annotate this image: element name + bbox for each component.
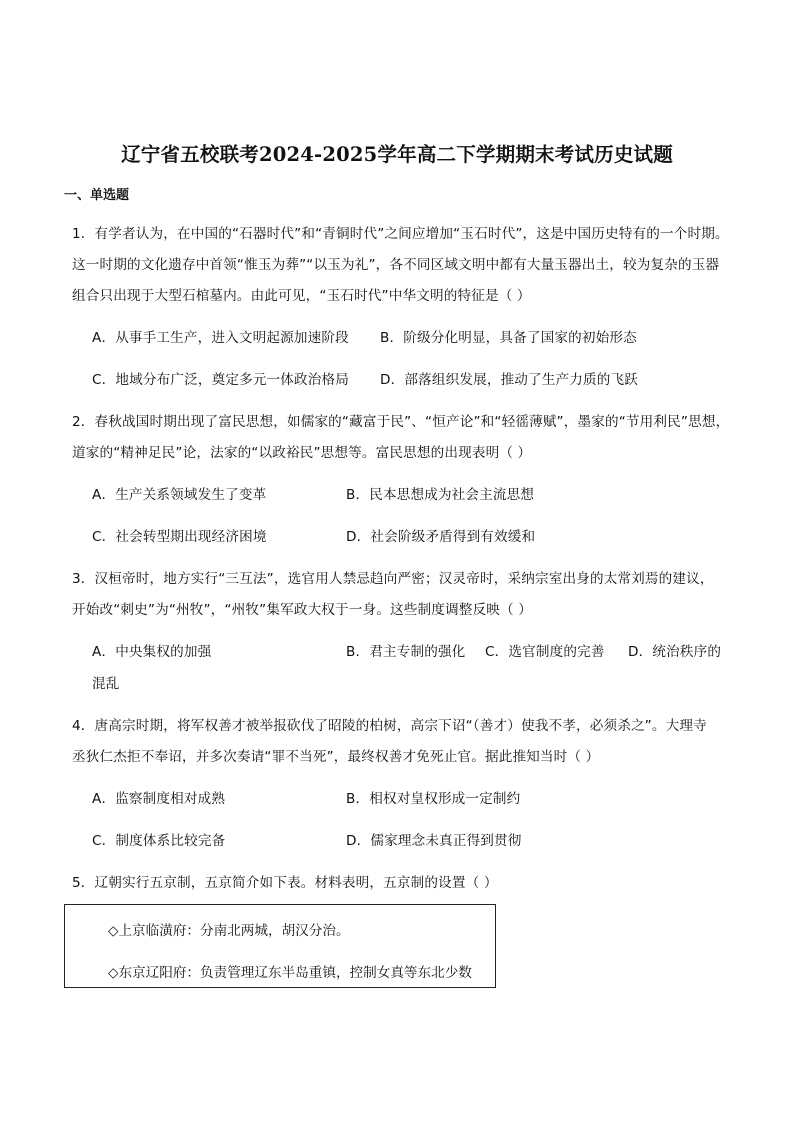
question-1-line-3: 组合只出现于大型石棺墓内。由此可见，“玉石时代”中华文明的特征是（ ） xyxy=(72,288,531,304)
table-row: ◇东京辽阳府：负责管理辽东半岛重镇，控制女真等东北少数 xyxy=(108,965,472,981)
question-2-line-2: 道家的“精神足民”论，法家的“以政裕民”思想等。富民思想的出现表明（ ） xyxy=(72,445,532,461)
capitals-table xyxy=(64,904,496,988)
question-2-line-1: 2．春秋战国时期出现了富民思想，如儒家的“藏富于民”、“恒产论”和“轻徭薄赋”，墨家的“节用利民”思想， xyxy=(72,414,730,430)
table-row: ◇上京临潢府：分南北两城，胡汉分治。 xyxy=(108,923,350,939)
question-1-option-a: A．从事手工生产，进入文明起源加速阶段 xyxy=(92,330,349,346)
question-2-option-a: A．生产关系领域发生了变革 xyxy=(92,487,267,503)
question-3-option-a: A．中央集权的加强 xyxy=(92,644,212,660)
question-5-line-1: 5．辽朝实行五京制，五京简介如下表。材料表明，五京制的设置（ ） xyxy=(72,875,498,891)
question-4-option-c: C．制度体系比较完备 xyxy=(92,833,226,849)
question-1-option-d: D．部落组织发展，推动了生产力质的飞跃 xyxy=(380,372,639,388)
question-3-line-1: 3．汉桓帝时，地方实行“三互法”，选官用人禁忌趋向严密；汉灵帝时，采纳宗室出身的太常刘焉的建议， xyxy=(72,571,714,587)
question-3-option-d-continued: 混乱 xyxy=(92,676,120,692)
question-1-line-1: 1．有学者认为，在中国的“石器时代”和“青铜时代”之间应增加“玉石时代”，这是中国历史特有的一个时期。 xyxy=(72,226,729,242)
question-3-option-c: C．选官制度的完善 xyxy=(485,644,605,660)
question-2-option-d: D．社会阶级矛盾得到有效缓和 xyxy=(346,529,536,545)
question-4-option-a: A．监察制度相对成熟 xyxy=(92,791,226,807)
question-4-line-1: 4．唐高宗时期，将军权善才被举报砍伐了昭陵的柏树，高宗下诏“（善才）使我不孝，必须杀之”。大理寺 xyxy=(72,718,707,734)
question-3-option-d: D．统治秩序的 xyxy=(628,644,722,660)
question-4-option-d: D．儒家理念未真正得到贯彻 xyxy=(346,833,522,849)
page-title: 辽宁省五校联考2024-2025学年高二下学期期末考试历史试题 xyxy=(121,143,673,166)
question-3-option-b: B．君主专制的强化 xyxy=(346,644,466,660)
question-3-line-2: 开始改“刺史”为“州牧”，“州牧”集军政大权于一身。这些制度调整反映（ ） xyxy=(72,602,532,618)
question-1-option-b: B．阶级分化明显，具备了国家的初始形态 xyxy=(380,330,637,346)
question-4-line-2: 丞狄仁杰拒不奉诏，并多次奏请“罪不当死”，最终权善才免死止官。据此推知当时（ ） xyxy=(72,749,600,765)
question-2-option-b: B．民本思想成为社会主流思想 xyxy=(346,487,535,503)
section-heading: 一、单选题 xyxy=(64,188,130,203)
question-4-option-b: B．相权对皇权形成一定制约 xyxy=(346,791,521,807)
question-2-option-c: C．社会转型期出现经济困境 xyxy=(92,529,267,545)
question-1-line-2: 这一时期的文化遗存中首领“惟玉为葬”“以玉为礼”，各不同区域文明中都有大量玉器出土，较为复杂的玉器 xyxy=(72,257,720,273)
question-1-option-c: C．地域分布广泛，奠定多元一体政治格局 xyxy=(92,372,350,388)
